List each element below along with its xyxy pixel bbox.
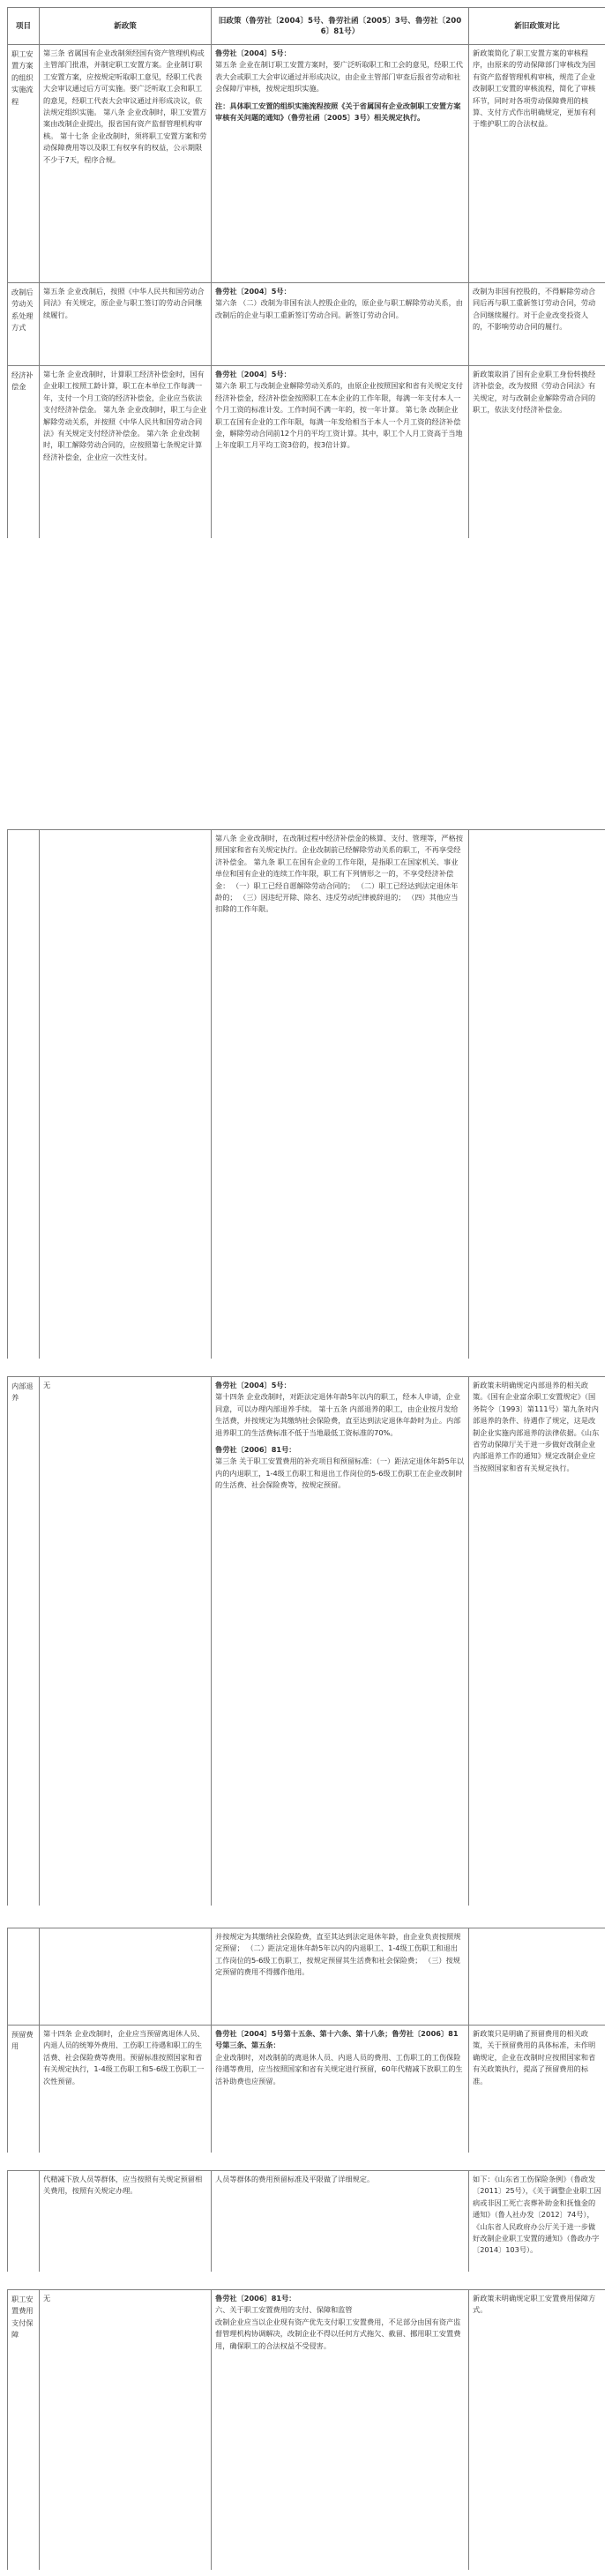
old-policy-title-2: 鲁劳社〔2006〕81号：: [215, 1445, 296, 1455]
new-policy-cell: 第三条 省属国有企业改制须经国有资产管理机构或主管部门批准，并制定职工安置方案。企业制订职工安置方案，应按规定听取职工意见，经职工代表大会审议通过后方可实施。要广泛听取工会和职工的意见，经职工代表大会审议通过并形成决议，依法规定组织实施。 第八条 企业改制时，职工安置方案由改制企业提出，报省国有资产监督管理机构审核。 第十七条 企业改制时，须将职工安置方案和劳动保障费用等以及职工有权享有的权益，公示期限不少于7天，程序合规。: [40, 45, 212, 283]
row-category: 经济补偿金: [8, 366, 40, 539]
old-policy-cell: [212, 45, 469, 283]
table-row-internal-retirement-continued: [8, 1928, 606, 2026]
new-policy-cell-empty: [40, 830, 212, 1359]
old-policy-body: 第十四条 企业改制时，对距法定退休年龄5年以内的职工，经本人申请，企业同意，可以办理内部退养手续。 第十五条 内部退养的职工，由企业按月发给生活费，并按规定为其缴纳社会保险费，直至达到法定退休年龄时为止。内部退养职工的生活费标准不低于当地最低工资标准的70%。: [215, 1392, 461, 1437]
comparison-table-continued: [7, 2170, 605, 2272]
table-page-1: [7, 7, 605, 538]
comparison-cell: 如下：《山东省工伤保险条例》（鲁政发〔2011〕25号），《关于调整企业职工因病或非因工死亡丧葬补助金和抚恤金的通知》（鲁人社办发〔2012〕74号），《山东省人民政府办公厅关于进一步做好改制企业职工安置的通知》（鲁政办字〔2014〕103号）。: [469, 2171, 606, 2273]
new-policy-cell: 代精减下放人员等群体，应当按照有关规定预留相关费用，按照有关规定办理。: [40, 2171, 212, 2273]
old-policy-cell: 人员等群体的费用预留标准及平限做了详细规定。: [212, 2171, 469, 2273]
row-category: 职工安置方案的组织实施流程: [8, 45, 40, 283]
old-policy-body: 第五条 企业在制订职工安置方案时，要广泛听取职工和工会的意见，经职工代表大会或职工大会审议通过并形成决议，由企业主管部门审查后报省劳动和社会保障厅审核，按规定组织实施。: [215, 60, 463, 94]
header-comparison: 新旧政策对比: [469, 8, 606, 45]
comparison-cell-empty: [469, 830, 606, 1359]
comparison-cell-empty: [469, 1928, 606, 2026]
comparison-cell: 新政策只是明确了预留费用的相关政策，关于预留费用的具体标准，未作明确规定，企业在改制时应按照国家和省有关政策执行，提高了预留费用的标准。: [469, 2026, 606, 2153]
old-policy-title: 鲁劳社〔2004〕5号第十五条、第十六条、第十八条；鲁劳社〔2006〕81号第三条、第五条：: [215, 2029, 459, 2050]
table-page-3: [7, 1376, 605, 1906]
old-policy-cell: [212, 283, 469, 366]
new-policy-cell: 第七条 企业改制时，计算职工经济补偿金时，国有企业职工按照工龄计算，职工在本单位工作每满一年，支付一个月工资的经济补偿金，企业应当依法支付经济补偿金。 第九条 企业改制时，职工与企业解除劳动关系，并按照《中华人民共和国劳动合同法》有关规定支付经济补偿金。 第六条 企业改制时，职工解除劳动合同的，应按照第七条规定计算经济补偿金，企业应一次性支付。: [40, 366, 212, 539]
comparison-cell: 新政策未明确规定内部退养的相关政策。《国有企业富余职工安置规定》（国务院令〔1993〕第111号）第九条对内部退养的条件、待遇作了规定，这是改制企业实施内部退养的法律依据。《山东省劳动保障厅关于进一步做好改制企业内部退养工作的通知》规定改制企业应当按照国家和省有关规定执行。: [469, 1377, 606, 1906]
comparison-table: [7, 7, 605, 538]
old-policy-body-2: 第三条 关于职工安置费用的补充项目和预留标准：（一）距法定退休年龄5年以内的内退职工，1-4级工伤职工和退出工作岗位的5-6级工伤职工在企业改制时的生活费、社会保险费等，按规定预留。: [215, 1456, 465, 1490]
table-row-internal-retirement: [8, 1377, 606, 1906]
table-page-5: [7, 2170, 605, 2272]
row-category-empty: [8, 1928, 40, 2026]
comparison-table-continued: [7, 1928, 605, 2153]
row-category: 内部退养: [8, 1377, 40, 1906]
row-category: 预留费用: [8, 2026, 40, 2153]
old-policy-cell: [212, 2290, 469, 2571]
table-page-6: [7, 2289, 605, 2570]
comparison-cell: 新政策未明确规定职工安置费用保障方式。: [469, 2290, 606, 2571]
table-row-severance-continued: [8, 830, 606, 1359]
old-policy-title: 鲁劳社〔2004〕5号：: [215, 49, 291, 57]
header-old-policy: 旧政策（鲁劳社〔2004〕5号、鲁劳社函〔2005〕3号、鲁劳社〔2006〕81号）: [212, 8, 469, 45]
row-category-empty: [8, 830, 40, 1359]
new-policy-cell: 第五条 企业改制后，按照《中华人民共和国劳动合同法》有关规定，原企业与职工签订的劳动合同继续履行。: [40, 283, 212, 366]
old-policy-title: 鲁劳社〔2004〕5号：: [215, 287, 291, 296]
new-policy-cell-empty: [40, 1928, 212, 2026]
old-policy-cell: 第八条 企业改制时，在改制过程中经济补偿金的核算、支付、管理等，严格按照国家和省有关规定执行。企业改制前已经解除劳动关系的职工，不再享受经济补偿金。 第九条 职工在国有企业的工作年限，是指职工在国家机关、事业单位和国有企业的连续工作年限，职工有下列情形之一的，不享受经济补偿金： （一）职工已经自愿解除劳动合同的； （二）职工已经达到法定退休年龄的； （三）因违纪开除、除名、违反劳动纪律被辞退的； （四）其他应当扣除的工作年限。: [212, 830, 469, 1359]
row-category: 改制后劳动关系处理方式: [8, 283, 40, 366]
row-category: 职工安置费用支付保障: [8, 2290, 40, 2571]
comparison-cell: 新政策取消了国有企业职工身份转换经济补偿金，改为按照《劳动合同法》有关规定，对与改制企业解除劳动合同的职工，依法支付经济补偿金。: [469, 366, 606, 539]
row-category-empty: [8, 2171, 40, 2273]
comparison-table-continued: [7, 1376, 605, 1906]
old-policy-note: 注：具体职工安置的组织实施流程按照《关于省属国有企业改制职工安置方案审核有关问题的通知》（鲁劳社函〔2005〕3号）相关规定执行。: [215, 101, 461, 123]
old-policy-title: 鲁劳社〔2004〕5号：: [215, 1381, 291, 1389]
table-page-4: [7, 1928, 605, 2153]
old-policy-cell: 并按规定为其缴纳社会保险费，直至其达到法定退休年龄，由企业负责按照规定预留； （二）距法定退休年龄5年以内的内退职工、1-4级工伤职工和退出工作岗位的5-6级工伤职工，按规定预留其生活费和社会保险费； （三）按规定预留的费用不得挪作他用。: [212, 1928, 469, 2026]
old-policy-body: 企业改制时，对改制前的离退休人员、内退人员的费用、工伤职工的工伤保险待遇等费用，应当按照国家和省有关规定进行预留，60年代精减下放职工的生活补助费也应预留。: [215, 2052, 463, 2086]
table-header-row: [8, 8, 606, 45]
table-row-severance: [8, 366, 606, 539]
header-project: 项目: [8, 8, 40, 45]
old-policy-cell: [212, 366, 469, 539]
table-row-reserved-fees-continued: [8, 2171, 606, 2273]
comparison-table-continued: [7, 829, 605, 1359]
comparison-cell: 新政策简化了职工安置方案的审核程序，由原来的劳动保障部门审核改为国有资产监督管理机构审核，规范了企业改制职工安置的审核流程，简化了审核环节，同时对各项劳动保障费用的核算、支付方式作出明确规定，更加有利于维护职工的合法权益。: [469, 45, 606, 283]
old-policy-body: 六、关于职工安置费用的支付、保障和监管 改制企业应当以企业现有资产优先支付职工安置费用，不足部分由国有资产监督管理机构协调解决，改制企业不得以任何方式拖欠、截留、挪用职工安置费用，确保职工的合法权益不受侵害。: [215, 2305, 461, 2350]
old-policy-title: 鲁劳社〔2004〕5号：: [215, 370, 291, 378]
old-policy-cell: [212, 2026, 469, 2153]
table-row-resettlement-process: [8, 45, 606, 283]
table-row-reserved-fees: [8, 2026, 606, 2153]
comparison-cell: 改制为非国有控股的，不得解除劳动合同后再与职工重新签订劳动合同，劳动合同继续履行。对于企业改变投资人的，不影响劳动合同的履行。: [469, 283, 606, 366]
header-new-policy: 新政策: [40, 8, 212, 45]
table-row-labor-relation: [8, 283, 606, 366]
table-row-payment-guarantee: [8, 2290, 606, 2571]
comparison-table-continued: [7, 2289, 605, 2570]
table-page-2: [7, 829, 605, 1359]
new-policy-cell: 无: [40, 2290, 212, 2571]
new-policy-cell: 第十四条 企业改制时，企业应当预留离退休人员、内退人员的统筹外费用、工伤职工待遇和职工的生活费、社会保险费等费用。预留标准按照国家和省有关规定执行，1-4级工伤职工和5-6级工伤职工一次性预留。: [40, 2026, 212, 2153]
old-policy-body: 第六条 （二）改制为非国有法人控股企业的，原企业与职工解除劳动关系，由改制后的企业与职工重新签订劳动合同。新签订劳动合同。: [215, 298, 463, 319]
new-policy-cell: 无: [40, 1377, 212, 1906]
old-policy-body: 第六条 职工与改制企业解除劳动关系的，由原企业按照国家和省有关规定支付经济补偿金，经济补偿金按照职工在本企业的工作年限，每满一年支付本人一个月工资的标准计发。工作时间不满一年的，按一年计算。 第七条 改制企业职工在国有企业的工作年限，每满一年发给相当于本人一个月工资的经济补偿金，解除劳动合同前12个月的平均工资计算。其中，职工个人月工资高于当地上年度职工月平均工资3倍的，按3倍计算。: [215, 381, 463, 450]
old-policy-title: 鲁劳社〔2006〕81号：: [215, 2294, 296, 2303]
old-policy-cell: [212, 1377, 469, 1906]
